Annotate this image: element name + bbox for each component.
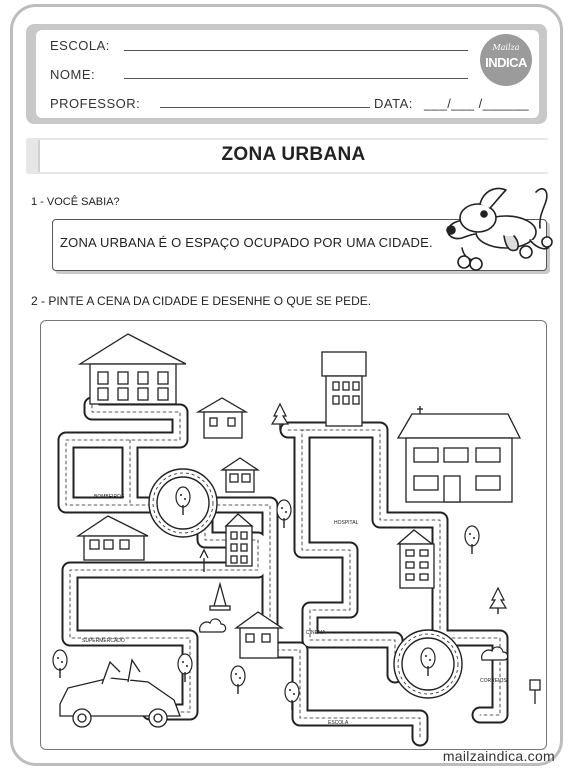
teacher-label: PROFESSOR: xyxy=(50,96,141,111)
name-label: NOME: xyxy=(50,67,96,82)
roundabout-left xyxy=(149,469,217,537)
school-label: ESCOLA: xyxy=(50,38,110,53)
map-label-bombeiros: BOMBEIROS xyxy=(94,494,125,500)
page-title: ZONA URBANA xyxy=(221,144,366,165)
date-field[interactable]: ___/___ /______ xyxy=(424,96,530,111)
brand-logo-icon xyxy=(480,34,532,86)
logo-line1: Mailza xyxy=(492,43,520,52)
map-label-escola: ESCOLA xyxy=(328,720,349,726)
map-label-hospital: HOSPITAL xyxy=(334,520,359,526)
city-map[interactable] xyxy=(40,320,547,750)
footer-site: mailzaindica.com xyxy=(442,748,555,764)
teacher-field[interactable] xyxy=(160,107,370,108)
question-1-label: 1 - VOCÊ SABIA? xyxy=(31,196,120,208)
dog-illustration-icon xyxy=(444,178,554,273)
date-label: DATA: xyxy=(374,96,413,111)
info-box-text: ZONA URBANA É O ESPAÇO OCUPADO POR UMA CIDADE. xyxy=(60,235,433,250)
roundabout-right xyxy=(394,630,462,698)
school-field[interactable] xyxy=(124,50,468,51)
question-2-label: 2 - PINTE A CENA DA CIDADE E DESENHE O QUE SE PEDE. xyxy=(31,294,372,308)
map-label-correios: CORREIOS xyxy=(480,678,507,684)
name-field[interactable] xyxy=(124,78,468,79)
logo-line2: INDICA xyxy=(485,55,527,70)
map-label-supermercado: SUPERMERCADO xyxy=(82,638,125,644)
map-label-cinema: CINEMA xyxy=(306,630,326,636)
